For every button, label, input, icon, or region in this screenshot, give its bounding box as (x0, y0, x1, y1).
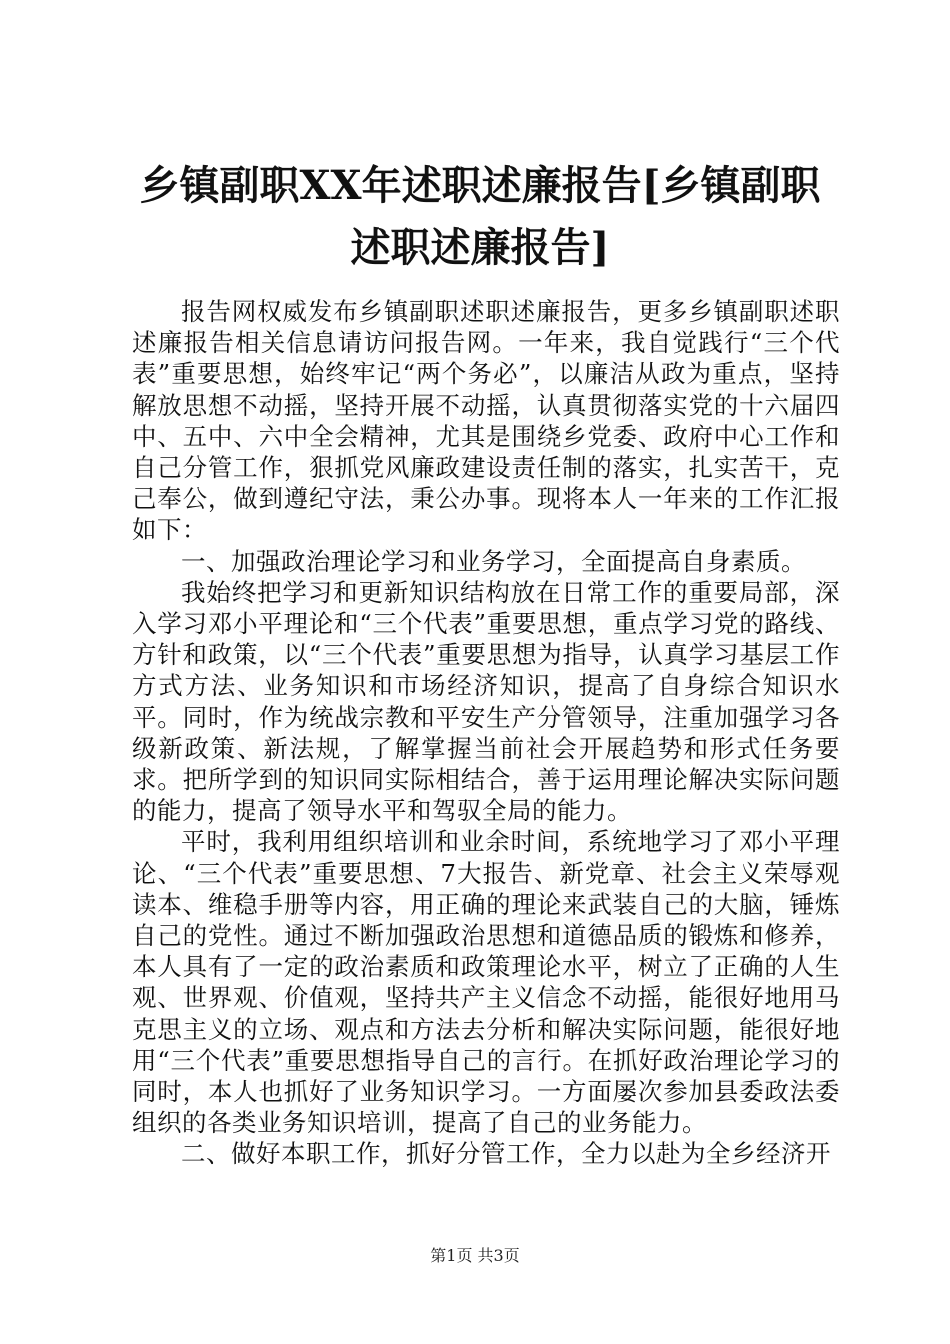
document-title: 乡镇副职XX年述职述廉报告[乡镇副职述职述廉报告] (139, 162, 821, 271)
document-body (132, 296, 840, 1170)
paragraph-training: 平时，我利用组织培训和业余时间，系统地学习了邓小平理论、“三个代表”重要思想、7大报告、新党章、社会主义荣辱观读本、维稳手册等内容，用正确的理论来武装自己的大脑，锤炼自己的党性。通过不断加强政治思想和道德品质的锻炼和修养，本人具有了一定的政治素质和政策理论水平，树立了正确的人生观、世界观、价值观，坚持共产主义信念不动摇，能很好地用马克思主义的立场、观点和方法去分析和解决实际问题，能很好地用“三个代表”重要思想指导自己的言行。在抓好政治理论学习的同时，本人也抓好了业务知识学习。一方面屡次参加县委政法委组织的各类业务知识培训，提高了自己的业务能力。 (132, 827, 840, 1138)
page-number-footer: 第1页 共3页 (430, 1246, 520, 1265)
section-heading-1: 一、加强政治理论学习和业务学习，全面提高自身素质。 (181, 546, 806, 576)
paragraph-study: 我始终把学习和更新知识结构放在日常工作的重要局部，深入学习邓小平理论和“三个代表”重要思想，重点学习党的路线、方针和政策，以“三个代表”重要思想为指导，认真学习基层工作方式方法、业务知识和市场经济知识，提高了自身综合知识水平。同时，作为统战宗教和平安生产分管领导，注重加强学习各级新政策、新法规，了解掌握当前社会开展趋势和形式任务要求。把所学到的知识同实际相结合，善于运用理论解决实际问题的能力，提高了领导水平和驾驭全局的能力。 (132, 577, 840, 826)
section-heading-2: 二、做好本职工作，抓好分管工作，全力以赴为全乡经济开 (181, 1139, 831, 1169)
paragraph-intro: 报告网权威发布乡镇副职述职述廉报告，更多乡镇副职述职述廉报告相关信息请访问报告网。一年来，我自觉践行“三个代表”重要思想，始终牢记“两个务必”，以廉洁从政为重点，坚持解放思想不动摇，坚持开展不动摇，认真贯彻落实党的十六届四中、五中、六中全会精神，尤其是围绕乡党委、政府中心工作和自己分管工作，狠抓党风廉政建设责任制的落实，扎实苦干，克己奉公，做到遵纪守法，秉公办事。现将本人一年来的工作汇报如下： (132, 297, 840, 545)
